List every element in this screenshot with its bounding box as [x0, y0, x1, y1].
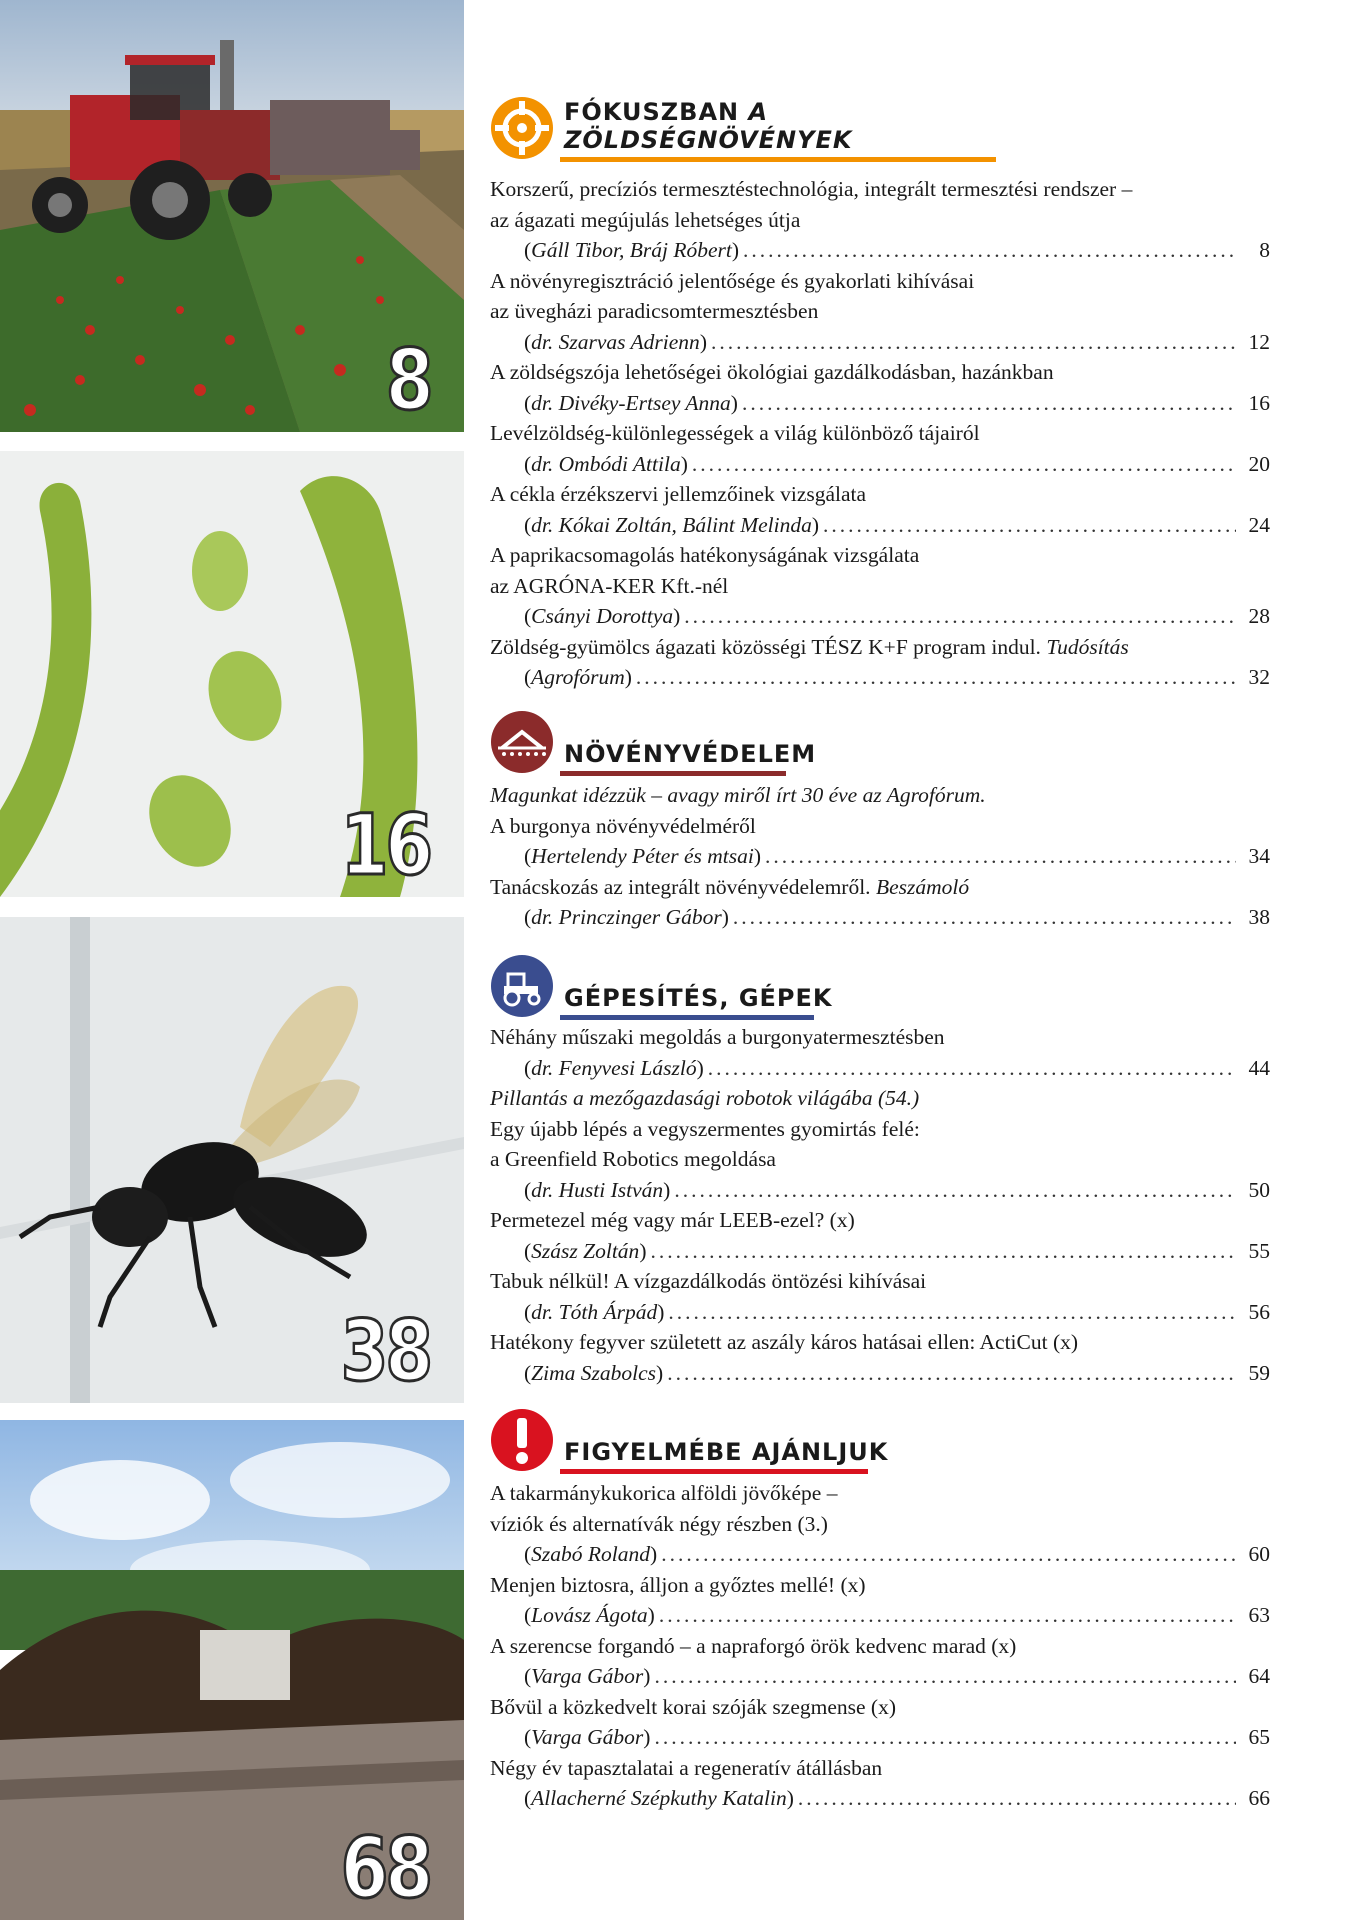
- entry-author-row: ( Allacherné Szépkuthy Katalin ) ..... 66: [490, 1783, 1270, 1814]
- section-title: [564, 740, 822, 770]
- entry-title-line: A növényregisztráció jelentősége és gyakorlati kihívásai: [490, 268, 975, 293]
- entry-author-row: ( dr. Princzinger Gábor ) ..... 38: [490, 902, 1270, 933]
- entry-author-row: ( Szász Zoltán ) ..... 55: [490, 1236, 1270, 1267]
- entry-title-line: Tabuk nélkül! A vízgazdálkodás öntözési kihívásai: [490, 1269, 927, 1293]
- leader-dots: [650, 1236, 1236, 1267]
- entry-author: dr. Kókai Zoltán, Bálint Melinda: [531, 512, 812, 537]
- entry-title-line: víziók és alternatívák négy részben (3.): [490, 1511, 828, 1536]
- section-entries-focus: [490, 174, 1270, 693]
- entry-page-number: 56: [1248, 1299, 1270, 1324]
- toc-entry[interactable]: [490, 1205, 1270, 1266]
- leader-dots: [708, 1053, 1236, 1084]
- entry-page-number: 63: [1248, 1603, 1270, 1627]
- entry-page-number: 64: [1248, 1664, 1270, 1688]
- leader-dots: [668, 1297, 1236, 1328]
- leader-dots: [711, 327, 1236, 358]
- entry-author-row: ( dr. Fenyvesi László ) ..... 44: [490, 1053, 1270, 1084]
- leader-dots: [674, 1175, 1236, 1206]
- entry-title-line: A burgonya növényvédelméről: [490, 813, 756, 838]
- entry-page-number: 66: [1248, 1786, 1270, 1810]
- entry-author: dr. Princzinger Gábor: [531, 905, 722, 929]
- entry-author-row: ( Zima Szabolcs ) ..... 59: [490, 1358, 1270, 1389]
- toc-entry[interactable]: [490, 540, 1270, 632]
- entry-page-number: 12: [1248, 329, 1270, 354]
- section-title-italic: A ZÖLDSÉGNÖVÉNYEK: [564, 98, 853, 154]
- leader-dots: [661, 1539, 1236, 1570]
- entry-page-number: 24: [1248, 512, 1270, 537]
- entry-title-line: A paprikacsomagolás hatékonyságának vizsgálata: [490, 543, 920, 567]
- entry-title-line: A takarmánykukorica alföldi jövőképe –: [490, 1481, 838, 1505]
- section-title: [564, 98, 1050, 156]
- entry-author: Hertelendy Péter és mtsai: [531, 844, 754, 868]
- entry-page-number: 32: [1248, 665, 1270, 689]
- photo-compost: [0, 1420, 464, 1920]
- entry-title-line: az üvegházi paradicsomtermesztésben: [490, 299, 819, 323]
- leader-dots: [667, 1358, 1236, 1389]
- toc-entry[interactable]: [490, 1327, 1270, 1388]
- entry-author: Agrofórum: [531, 665, 625, 689]
- toc-entry[interactable]: [490, 872, 1270, 933]
- entry-page-number: 16: [1248, 390, 1270, 415]
- entry-title-line: Egy újabb lépés a vegyszermentes gyomirtás felé:: [490, 1116, 920, 1141]
- entry-author-row: ( Lovász Ágota ) ..... 63: [490, 1600, 1270, 1631]
- entry-title-line: Magunkat idézzük – avagy miről írt 30 éve az Agrofórum.: [490, 783, 986, 807]
- photo-tractor-field: [0, 0, 464, 432]
- section-entries-machinery: [490, 1022, 1270, 1388]
- entry-author-row: ( Varga Gábor ) ..... 64: [490, 1661, 1270, 1692]
- entry-title-line: Hatékony fegyver született az aszály káros hatásai ellen: ActiCut (x): [490, 1330, 1079, 1354]
- entry-title-line: Menjen biztosra, álljon a győztes mellé! (x): [490, 1572, 866, 1597]
- entry-author: dr. Husti István: [531, 1177, 664, 1202]
- entry-author: Varga Gábor: [531, 1664, 644, 1688]
- entry-page-number: 34: [1248, 844, 1270, 868]
- entry-author-row: ( Agrofórum ) ..... 32: [490, 662, 1270, 693]
- entry-author: Lovász Ágota: [531, 1603, 648, 1627]
- entry-title-line: Néhány műszaki megoldás a burgonyatermesztésben: [490, 1025, 945, 1049]
- entry-author: dr. Fenyvesi László: [531, 1055, 697, 1080]
- entry-author-row: ( dr. Kókai Zoltán, Bálint Melinda ) ..... 24: [490, 510, 1270, 541]
- photo-wasp: [0, 917, 464, 1403]
- toc-entry[interactable]: [490, 632, 1270, 693]
- entry-author: Zima Szabolcs: [531, 1360, 657, 1385]
- sprayer-icon: [490, 710, 554, 774]
- entry-author: dr. Szarvas Adrienn: [531, 329, 700, 354]
- target-icon: [490, 96, 554, 160]
- entry-title-line: Permetezel még vagy már LEEB-ezel? (x): [490, 1208, 855, 1232]
- entry-author: Varga Gábor: [531, 1725, 644, 1749]
- leader-dots: [654, 1722, 1236, 1753]
- section-title-plain: GÉPESÍTÉS, GÉPEK: [564, 984, 833, 1012]
- entry-title-text: Zöldség-gyümölcs ágazati közösségi TÉSZ K+F program indul.: [490, 634, 1041, 659]
- page-number-label: 8: [385, 331, 430, 429]
- entry-page-number: 65: [1248, 1725, 1270, 1749]
- toc-entry[interactable]: [490, 1478, 1270, 1570]
- entry-title-line: A cékla érzékszervi jellemzőinek vizsgálata: [490, 482, 867, 506]
- section-entries-plant-protection: [490, 780, 1270, 933]
- toc-entry[interactable]: [490, 174, 1270, 266]
- entry-author-row: ( Szabó Roland ) ..... 60: [490, 1539, 1270, 1570]
- section-underline: [560, 157, 996, 162]
- entry-author-row: ( Varga Gábor ) ..... 65: [490, 1722, 1270, 1753]
- entry-author: Gáll Tibor, Bráj Róbert: [531, 238, 732, 262]
- toc-entry[interactable]: [490, 1631, 1270, 1692]
- section-underline: [560, 771, 786, 776]
- leader-dots: [654, 1661, 1236, 1692]
- entry-title-line: Bővül a közkedvelt korai szóják szegmense (x): [490, 1694, 896, 1719]
- toc-entry[interactable]: [490, 1266, 1270, 1327]
- entry-page-number: 28: [1248, 604, 1270, 628]
- tractor-icon: [490, 954, 554, 1018]
- entry-title-line: [490, 872, 1270, 903]
- toc-entry[interactable]: [490, 780, 1270, 872]
- leader-dots: [823, 510, 1236, 541]
- leader-dots: [636, 662, 1236, 693]
- leader-dots: [692, 449, 1236, 480]
- leader-dots: [684, 601, 1236, 632]
- entry-author: dr. Ombódi Attila: [531, 451, 681, 476]
- entry-title-line: Négy év tapasztalatai a regeneratív átállásban: [490, 1755, 883, 1780]
- entry-title-line: A zöldségszója lehetőségei ökológiai gazdálkodásban, hazánkban: [490, 360, 1054, 384]
- section-underline: [560, 1469, 868, 1474]
- section-header-machinery: [490, 954, 1050, 1020]
- toc-entry[interactable]: [490, 266, 1270, 358]
- toc-entry[interactable]: [490, 479, 1270, 540]
- toc-entry[interactable]: [490, 1083, 1270, 1205]
- entry-page-number: 8: [1259, 238, 1270, 262]
- entry-page-number: 50: [1248, 1177, 1270, 1202]
- section-entries-recommended: [490, 1478, 1270, 1814]
- entry-title-line: Korszerű, precíziós termesztéstechnológia, integrált termesztési rendszer –: [490, 177, 1133, 201]
- entry-author-row: ( dr. Husti István ) ..... 50: [490, 1175, 1270, 1206]
- leader-dots: [798, 1783, 1236, 1814]
- entry-title-line: az ágazati megújulás lehetséges útja: [490, 207, 801, 232]
- leader-dots: [743, 235, 1236, 266]
- entry-title-line: a Greenfield Robotics megoldása: [490, 1147, 776, 1171]
- section-title: [564, 1438, 894, 1468]
- section-title: [564, 984, 839, 1014]
- leader-dots: [659, 1600, 1236, 1631]
- entry-author: dr. Tóth Árpád: [531, 1299, 658, 1324]
- entry-page-number: 59: [1248, 1360, 1270, 1385]
- entry-author: Allacherné Szépkuthy Katalin: [531, 1786, 787, 1810]
- toc-entry[interactable]: [490, 1692, 1270, 1753]
- toc-entry[interactable]: [490, 418, 1270, 479]
- page-number-label: 16: [340, 796, 430, 894]
- entry-author-row: ( Csányi Dorottya ) ..... 28: [490, 601, 1270, 632]
- leader-dots: [733, 902, 1236, 933]
- entry-title-line: A szerencse forgandó – a napraforgó örök kedvenc marad (x): [490, 1633, 1017, 1658]
- section-title-plain: NÖVÉNYVÉDELEM: [564, 740, 817, 768]
- entry-page-number: 20: [1248, 451, 1270, 476]
- section-header-recommended: [490, 1408, 1050, 1474]
- entry-author-row: ( dr. Tóth Árpád ) ..... 56: [490, 1297, 1270, 1328]
- section-header-plant-protection: [490, 710, 1050, 776]
- entry-title-suffix: Tudósítás: [1040, 634, 1129, 659]
- entry-author-row: ( dr. Szarvas Adrienn ) ..... 12: [490, 327, 1270, 358]
- section-header-focus: [490, 96, 1050, 162]
- leader-dots: [765, 841, 1236, 872]
- toc-entry[interactable]: [490, 357, 1270, 418]
- toc-entry[interactable]: [490, 1570, 1270, 1631]
- exclamation-icon: [490, 1408, 554, 1472]
- section-underline: [560, 1015, 814, 1020]
- entry-title-line: Levélzöldség-különlegességek a világ különböző tájairól: [490, 421, 980, 445]
- entry-title-suffix: Beszámoló: [870, 874, 970, 899]
- entry-author-row: ( Hertelendy Péter és mtsai ) ..... 34: [490, 841, 1270, 872]
- entry-author: Szász Zoltán: [531, 1238, 640, 1263]
- toc-entry[interactable]: [490, 1753, 1270, 1814]
- entry-author-row: ( dr. Ombódi Attila ) ..... 20: [490, 449, 1270, 480]
- photo-green-beans: [0, 451, 464, 897]
- entry-author: dr. Divéky-Ertsey Anna: [531, 390, 731, 415]
- entry-author: Szabó Roland: [531, 1542, 651, 1566]
- section-title-plain: FÓKUSZBAN: [564, 98, 749, 126]
- toc-entry[interactable]: [490, 1022, 1270, 1083]
- entry-page-number: 38: [1248, 905, 1270, 929]
- page-number-label: 68: [340, 1819, 430, 1917]
- leader-dots: [742, 388, 1236, 419]
- entry-page-number: 44: [1248, 1055, 1270, 1080]
- entry-title-line: az AGRÓNA-KER Kft.-nél: [490, 573, 729, 598]
- entry-page-number: 60: [1248, 1542, 1270, 1566]
- entry-page-number: 55: [1248, 1238, 1270, 1263]
- entry-author: Csányi Dorottya: [531, 604, 674, 628]
- entry-title-line: [490, 632, 1270, 663]
- entry-title-line: Pillantás a mezőgazdasági robotok világába (54.): [490, 1086, 920, 1110]
- section-title-plain: FIGYELMÉBE AJÁNLJUK: [564, 1438, 889, 1466]
- entry-author-row: ( dr. Divéky-Ertsey Anna ) ..... 16: [490, 388, 1270, 419]
- entry-title-text: Tanácskozás az integrált növényvédelemről.: [490, 874, 871, 899]
- page-number-label: 38: [340, 1302, 430, 1400]
- entry-author-row: ( Gáll Tibor, Bráj Róbert ) ..... 8: [490, 235, 1270, 266]
